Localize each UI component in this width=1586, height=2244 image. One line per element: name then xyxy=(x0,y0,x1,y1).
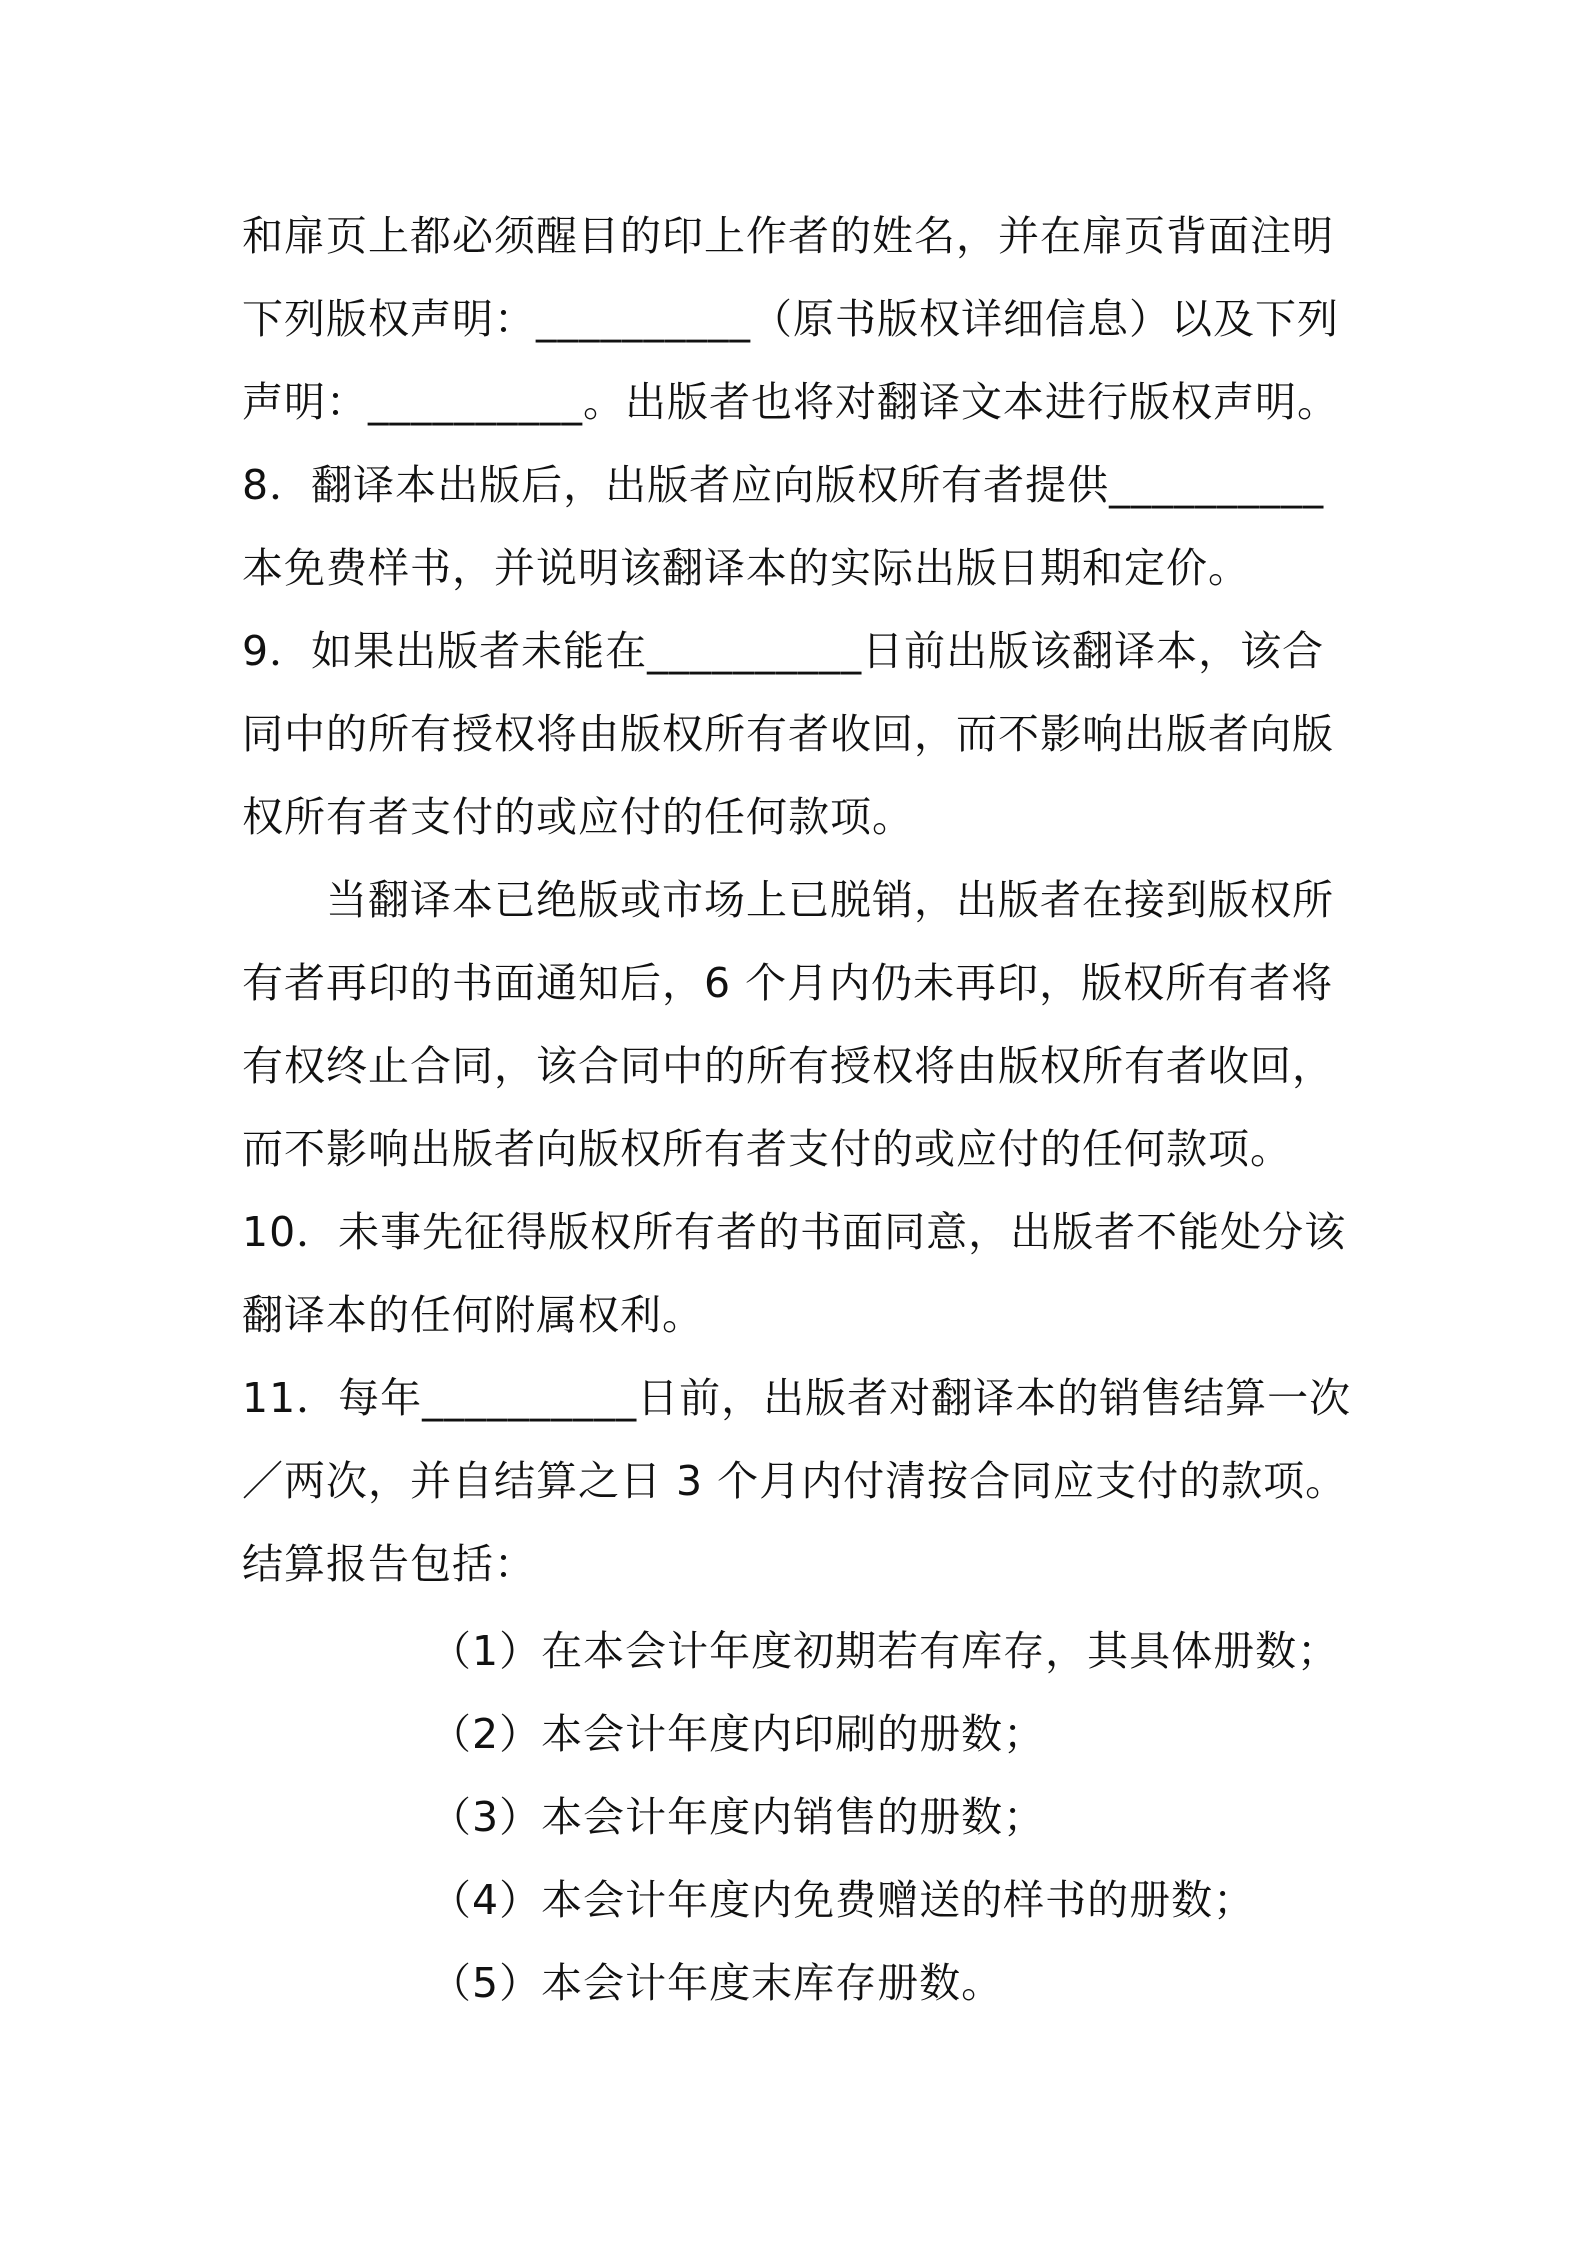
paragraph-start-line: 当翻译本已绝版或市场上已脱销，出版者在接到版权所 xyxy=(326,876,1334,924)
text-line: 声明：__________。出版者也将对翻译文本进行版权声明。 xyxy=(242,378,1339,426)
text-line: 有者再印的书面通知后，6 个月内仍未再印，版权所有者将 xyxy=(242,959,1334,1007)
text-line: 下列版权声明：__________（原书版权详细信息）以及下列 xyxy=(242,295,1339,343)
text-line: 权所有者支付的或应付的任何款项。 xyxy=(242,793,914,841)
list-item: （1）在本会计年度初期若有库存，其具体册数； xyxy=(430,1627,1340,1675)
clause-10-line: 10．未事先征得版权所有者的书面同意，出版者不能处分该 xyxy=(242,1208,1347,1256)
text-line: 同中的所有授权将由版权所有者收回，而不影响出版者向版 xyxy=(242,710,1334,758)
text-line: 而不影响出版者向版权所有者支付的或应付的任何款项。 xyxy=(242,1125,1292,1173)
list-item: （2）本会计年度内印刷的册数； xyxy=(430,1710,1046,1758)
list-item: （5）本会计年度末库存册数。 xyxy=(430,1959,1004,2007)
contract-text xyxy=(242,195,1354,1606)
list-item: （3）本会计年度内销售的册数； xyxy=(430,1793,1046,1841)
text-line: 有权终止合同，该合同中的所有授权将由版权所有者收回， xyxy=(242,1042,1334,1090)
text-line: 结算报告包括： xyxy=(242,1540,536,1588)
text-line: 和扉页上都必须醒目的印上作者的姓名，并在扉页背面注明 xyxy=(242,212,1334,260)
text-line: 本免费样书，并说明该翻译本的实际出版日期和定价。 xyxy=(242,544,1250,592)
clause-11-line: 11．每年__________日前，出版者对翻译本的销售结算一次 xyxy=(242,1374,1352,1422)
list-item: （4）本会计年度内免费赠送的样书的册数； xyxy=(430,1876,1256,1924)
clause-9-line: 9．如果出版者未能在__________日前出版该翻译本，该合 xyxy=(242,627,1325,675)
text-line: 翻译本的任何附属权利。 xyxy=(242,1291,704,1339)
text-line: ／两次，并自结算之日 3 个月内付清按合同应支付的款项。 xyxy=(242,1457,1348,1505)
settlement-report-list xyxy=(430,1610,1339,2025)
clause-8-line: 8．翻译本出版后，出版者应向版权所有者提供__________ xyxy=(242,461,1325,509)
